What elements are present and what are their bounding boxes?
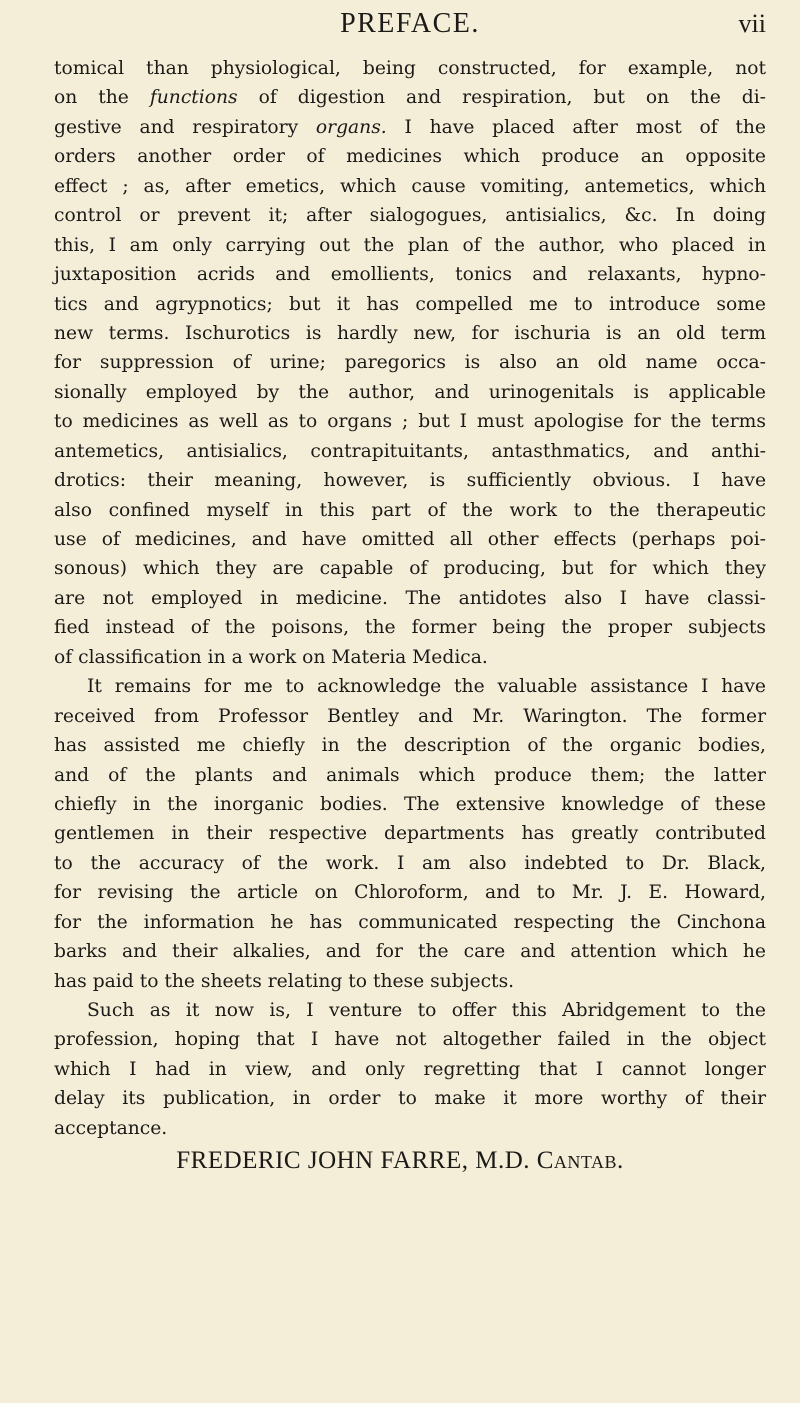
text-line: are not employed in medicine. The antidotes also I have classi-	[54, 587, 766, 609]
text-line: sonous) which they are capable of producing, but for which they	[54, 558, 766, 580]
body-text	[54, 54, 766, 1143]
author-affiliation: Cantab.	[536, 1147, 624, 1174]
text-line: sionally employed by the author, and urinogenitals is applicable	[54, 381, 766, 403]
text-line: gestive and respiratory organs. I have placed after most of the	[54, 116, 766, 138]
text-line: effect ; as, after emetics, which cause vomiting, antemetics, which	[54, 175, 766, 197]
text-line: which I had in view, and only regretting that I cannot longer	[54, 1058, 766, 1080]
paragraph-continuation	[54, 54, 766, 672]
paragraph-closing	[54, 996, 766, 1143]
text-line: It remains for me to acknowledge the valuable assistance I have	[87, 676, 766, 698]
text-line: and of the plants and animals which produce them; the latter	[54, 764, 766, 786]
text-line: on the functions of digestion and respiration, but on the di-	[54, 87, 766, 109]
text-line: for the information he has communicated respecting the Cinchona	[54, 911, 766, 933]
text-line: use of medicines, and have omitted all other effects (perhaps poi-	[54, 529, 766, 550]
text-line: gentlemen in their respective departments has greatly contributed	[54, 823, 766, 845]
text-line: chiefly in the inorganic bodies. The extensive knowledge of these	[54, 793, 766, 815]
running-title: PREFACE.	[340, 8, 480, 39]
text-line: for revising the article on Chloroform, and to Mr. J. E. Howard,	[54, 882, 766, 904]
text-line: antemetics, antisialics, contrapituitants, antasthmatics, and anthi-	[54, 440, 766, 462]
text-line: has paid to the sheets relating to these subjects.	[54, 970, 515, 992]
text-line: new terms. Ischurotics is hardly new, for ischuria is an old term	[54, 322, 766, 344]
author-signature	[0, 1147, 800, 1175]
text-line: barks and their alkalies, and for the care and attention which he	[54, 941, 766, 963]
text-line: tomical than physiological, being constructed, for example, not	[54, 58, 766, 79]
text-line: Such as it now is, I venture to offer this Abridgement to the	[87, 1000, 766, 1021]
text-line: also confined myself in this part of the work to the therapeutic	[54, 499, 766, 521]
page-number: vii	[738, 9, 766, 38]
text-line: juxtaposition acrids and emollients, tonics and relaxants, hypno-	[54, 264, 766, 286]
text-line: drotics: their meaning, however, is sufficiently obvious. I have	[54, 470, 766, 492]
text-line: has assisted me chiefly in the description of the organic bodies,	[54, 735, 766, 757]
text-line: received from Professor Bentley and Mr. Warington. The former	[54, 705, 766, 727]
text-line: for suppression of urine; paregorics is also an old name occa-	[54, 352, 766, 374]
text-line: tics and agrypnotics; but it has compelled me to introduce some	[54, 293, 766, 315]
text-line: control or prevent it; after sialogogues, antisialics, &c. In doing	[54, 205, 766, 227]
italic-functions: functions	[149, 87, 238, 109]
author-name: FREDERIC JOHN FARRE, M.D.	[176, 1147, 530, 1174]
text-line: fied instead of the poisons, the former being the proper subjects	[54, 617, 766, 639]
text-line: this, I am only carrying out the plan of the author, who placed in	[54, 234, 766, 256]
text-line: orders another order of medicines which produce an opposite	[54, 146, 766, 168]
text-line: to medicines as well as to organs ; but I must apologise for the terms	[54, 411, 766, 433]
text-line: of classification in a work on Materia Medica.	[54, 646, 488, 668]
text-line: profession, hoping that I have not altogether failed in the object	[54, 1029, 766, 1051]
paragraph-acknowledgements	[54, 672, 766, 996]
text-line: delay its publication, in order to make it more worthy of their	[54, 1088, 766, 1110]
text-line: acceptance.	[54, 1117, 168, 1139]
text-line: to the accuracy of the work. I am also indebted to Dr. Black,	[54, 852, 766, 874]
italic-organs: organs.	[315, 116, 387, 138]
running-head	[54, 4, 766, 44]
